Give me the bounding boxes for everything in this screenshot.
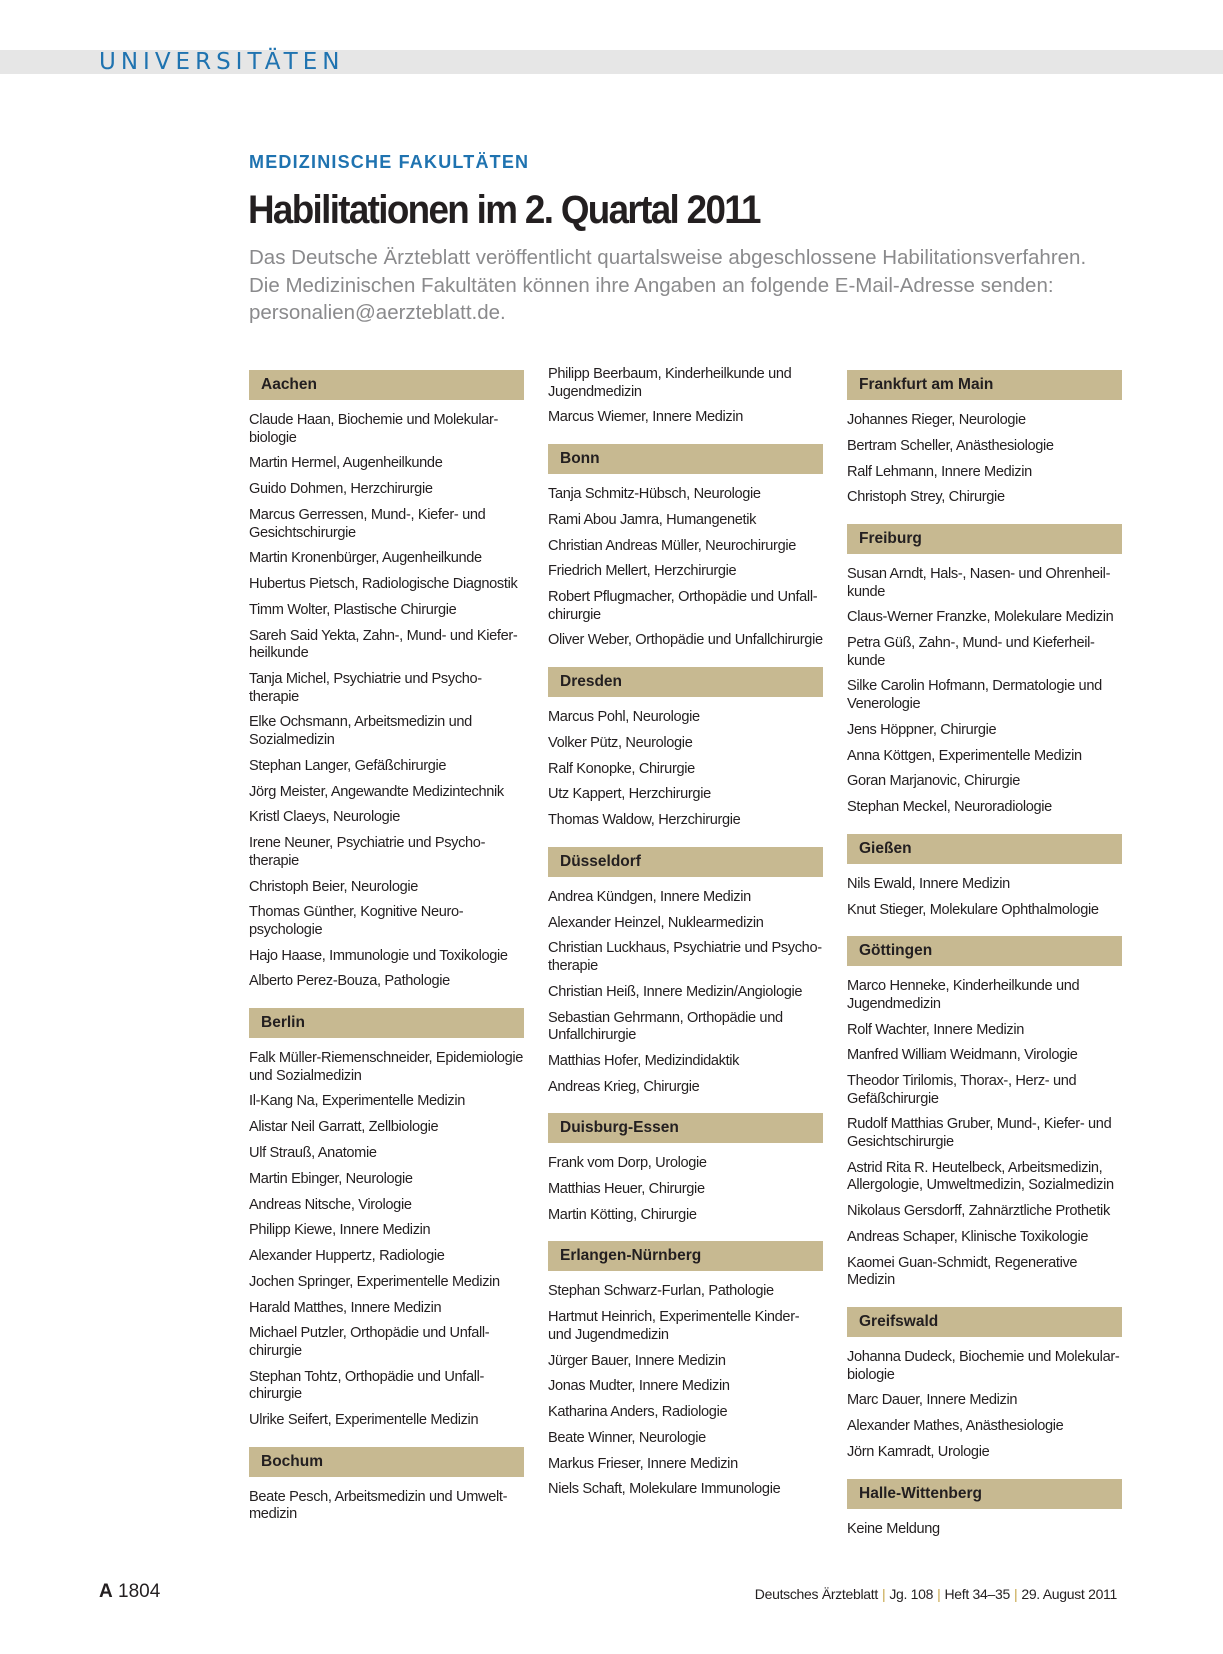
habilitation-entry: Thomas Günther, Kognitive Neuro- psychologie <box>249 904 464 938</box>
intro-text: Das Deutsche Ärzteblatt veröffentlicht quartalsweise abgeschlossene Habilitationsverfahren. Die Medizinischen Fakultäten können ihre Angaben an folgende E-Mail-Adresse senden: personalien@aerzteblatt.de. <box>249 246 1087 324</box>
journal-footer: Deutsches Ärzteblatt | Jg. 108 | Heft 34–35 | 29. August 2011 <box>754 1586 1117 1602</box>
habilitation-entry: Thomas Waldow, Herzchirurgie <box>548 812 741 829</box>
habilitation-entry: Michael Putzler, Orthopädie und Unfall- chirurgie <box>249 1325 490 1360</box>
habilitation-entry: Susan Arndt, Hals-, Nasen- und Ohrenheil- kunde <box>847 565 1111 600</box>
city-group <box>847 936 1122 1290</box>
journal-issue: Heft 34–35 <box>944 1586 1010 1602</box>
habilitation-entry: Kaomei Guan-Schmidt, Regenerative Medizin <box>847 1254 1078 1289</box>
city-heading: Erlangen-Nürnberg <box>548 1241 823 1271</box>
habilitation-entry: Ralf Lehmann, Innere Medizin <box>847 463 1032 480</box>
page-number: A 1804 <box>99 1581 161 1602</box>
city-heading: Greifswald <box>847 1307 1122 1337</box>
city-heading: Bonn <box>548 444 823 474</box>
habilitation-entry: Petra Güß, Zahn-, Mund- und Kieferheil- kunde <box>847 635 1095 669</box>
habilitation-entry: Elke Ochsmann, Arbeitsmedizin und Sozialmedizin <box>249 714 472 748</box>
habilitation-entry: Johanna Dudeck, Biochemie und Molekular- biologie <box>847 1348 1120 1383</box>
city-heading: Halle-Wittenberg <box>847 1479 1122 1509</box>
habilitation-entry: Guido Dohmen, Herzchirurgie <box>249 481 433 498</box>
habilitation-entry: Knut Stieger, Molekulare Ophthalmologie <box>847 901 1099 918</box>
habilitation-entry: Matthias Heuer, Chirurgie <box>548 1181 705 1198</box>
habilitation-entry: Christian Luckhaus, Psychiatrie und Psycho- therapie <box>548 940 822 974</box>
journal-volume: Jg. 108 <box>889 1586 934 1602</box>
habilitation-entry: Alexander Mathes, Anästhesiologie <box>847 1418 1064 1435</box>
habilitation-entry: Martin Kötting, Chirurgie <box>548 1206 697 1223</box>
city-group <box>548 1241 823 1499</box>
habilitation-entry: Philipp Kiewe, Innere Medizin <box>249 1222 431 1239</box>
habilitation-entry: Katharina Anders, Radiologie <box>548 1404 728 1421</box>
habilitation-entry: Claus-Werner Franzke, Molekulare Medizin <box>847 609 1114 626</box>
habilitation-entry: Stephan Meckel, Neuroradiologie <box>847 799 1052 816</box>
city-group <box>249 1447 524 1524</box>
habilitation-entry: Manfred William Weidmann, Virologie <box>847 1047 1078 1064</box>
habilitation-entry: Nils Ewald, Innere Medizin <box>847 875 1010 892</box>
city-heading: Dresden <box>548 667 823 697</box>
habilitation-entry: Harald Matthes, Innere Medizin <box>249 1299 442 1316</box>
habilitation-entry: Friedrich Mellert, Herzchirurgie <box>548 563 737 580</box>
journal-date: 29. August 2011 <box>1021 1586 1117 1602</box>
habilitation-entry: Keine Meldung <box>847 1520 940 1537</box>
habilitation-entry: Christoph Beier, Neurologie <box>249 878 419 895</box>
habilitation-entry: Ulf Strauß, Anatomie <box>249 1144 377 1161</box>
habilitation-entry: Stephan Schwarz-Furlan, Pathologie <box>548 1283 774 1300</box>
habilitation-entry: Astrid Rita R. Heutelbeck, Arbeitsmedizin, Allergologie, Umweltmedizin, Sozialmedizin <box>847 1159 1114 1194</box>
city-heading: Freiburg <box>847 524 1122 554</box>
habilitation-entry: Andreas Schaper, Klinische Toxikologie <box>847 1229 1089 1245</box>
habilitation-entry: Markus Frieser, Innere Medizin <box>548 1455 738 1472</box>
city-group <box>847 524 1122 817</box>
habilitation-entry: Martin Ebinger, Neurologie <box>249 1170 413 1187</box>
habilitation-entry: Matthias Hofer, Medizindidaktik <box>548 1052 740 1069</box>
city-group <box>847 834 1122 919</box>
column-2 <box>548 366 823 1507</box>
city-heading: Düsseldorf <box>548 847 823 877</box>
habilitation-entry: Marc Dauer, Innere Medizin <box>847 1392 1018 1409</box>
habilitation-entry: Andrea Kündgen, Innere Medizin <box>548 888 751 905</box>
habilitation-entry: Jens Höppner, Chirurgie <box>847 721 997 738</box>
habilitation-entry: Utz Kappert, Herzchirurgie <box>548 786 711 803</box>
habilitation-entry: Marcus Wiemer, Innere Medizin <box>548 409 744 426</box>
habilitation-entry: Jochen Springer, Experimentelle Medizin <box>249 1273 500 1290</box>
journal-name: Deutsches Ärzteblatt <box>754 1586 878 1602</box>
habilitation-entry: Andreas Krieg, Chirurgie <box>548 1078 700 1095</box>
habilitation-entry: Hajo Haase, Immunologie und Toxikologie <box>249 947 508 964</box>
habilitation-entry: Sebastian Gehrmann, Orthopädie und Unfallchirurgie <box>548 1009 783 1044</box>
habilitation-entry: Christian Heiß, Innere Medizin/Angiologie <box>548 983 803 1000</box>
habilitation-entry: Martin Kronenbürger, Augenheilkunde <box>249 550 482 567</box>
habilitation-entry: Beate Winner, Neurologie <box>548 1429 706 1446</box>
habilitation-entry: Marcus Gerressen, Mund-, Kiefer- und Gesichtschirurgie <box>249 506 486 541</box>
habilitation-entry: Beate Pesch, Arbeitsmedizin und Umwelt- medizin <box>249 1488 508 1523</box>
habilitation-entry: Ralf Konopke, Chirurgie <box>548 760 695 777</box>
city-heading: Gießen <box>847 834 1122 864</box>
habilitation-entry: Bertram Scheller, Anästhesiologie <box>847 437 1054 454</box>
city-group <box>548 366 823 427</box>
habilitation-entry: Nikolaus Gersdorff, Zahnärztliche Prothetik <box>847 1203 1110 1220</box>
city-group <box>249 1008 524 1430</box>
habilitation-entry: Rudolf Matthias Gruber, Mund-, Kiefer- und Gesichtschirurgie <box>847 1116 1112 1151</box>
column-1 <box>249 370 524 1532</box>
habilitation-entry: Christian Andreas Müller, Neurochirurgie <box>548 537 796 554</box>
habilitation-entry: Tanja Michel, Psychiatrie und Psycho- therapie <box>249 671 482 705</box>
habilitation-entry: Martin Hermel, Augenheilkunde <box>249 455 443 472</box>
habilitation-entry: Robert Pflugmacher, Orthopädie und Unfall- chirurgie <box>548 589 818 623</box>
city-group <box>548 667 823 830</box>
habilitation-entry: Timm Wolter, Plastische Chirurgie <box>249 601 457 618</box>
city-group <box>548 444 823 650</box>
habilitation-entry: Anna Köttgen, Experimentelle Medizin <box>847 747 1082 764</box>
habilitation-entry: Claude Haan, Biochemie und Molekular- biologie <box>249 412 499 446</box>
city-heading: Aachen <box>249 370 524 400</box>
habilitation-entry: Philipp Beerbaum, Kinderheilkunde und Jugendmedizin <box>548 366 792 400</box>
habilitation-entry: Rami Abou Jamra, Humangenetik <box>548 511 757 528</box>
habilitation-entry: Il-Kang Na, Experimentelle Medizin <box>249 1093 466 1110</box>
city-group <box>847 1307 1122 1462</box>
habilitation-entry: Jürger Bauer, Innere Medizin <box>548 1352 726 1369</box>
habilitation-entry: Irene Neuner, Psychiatrie und Psycho- therapie <box>249 835 486 869</box>
habilitation-entry: Oliver Weber, Orthopädie und Unfallchirurgie <box>548 632 823 649</box>
habilitation-entry: Frank vom Dorp, Urologie <box>548 1155 707 1172</box>
column-3 <box>847 370 1122 1546</box>
habilitation-entry: Falk Müller-Riemenschneider, Epidemiologie und Sozialmedizin <box>249 1050 524 1084</box>
habilitation-entry: Jörg Meister, Angewandte Medizintechnik <box>249 783 504 800</box>
habilitation-entry: Hubertus Pietsch, Radiologische Diagnostik <box>249 576 518 593</box>
page-title: Habilitationen im 2. Quartal 2011 <box>248 188 760 232</box>
habilitation-entry: Alexander Huppertz, Radiologie <box>249 1248 445 1265</box>
city-heading: Göttingen <box>847 936 1122 966</box>
city-group <box>548 847 823 1096</box>
kicker: MEDIZINISCHE FAKULTÄTEN <box>249 152 530 172</box>
habilitation-entry: Stephan Langer, Gefäßchirurgie <box>249 757 447 774</box>
habilitation-entry: Rolf Wachter, Innere Medizin <box>847 1021 1025 1038</box>
habilitation-entry: Stephan Tohtz, Orthopädie und Unfall- chirurgie <box>249 1368 485 1403</box>
habilitation-entry: Silke Carolin Hofmann, Dermatologie und Venerologie <box>847 678 1102 713</box>
habilitation-entry: Sareh Said Yekta, Zahn-, Mund- und Kiefer- heilkunde <box>249 627 518 662</box>
habilitation-entry: Alexander Heinzel, Nuklearmedizin <box>548 914 764 931</box>
habilitation-entry: Kristl Claeys, Neurologie <box>249 809 401 826</box>
habilitation-entry: Niels Schaft, Molekulare Immunologie <box>548 1481 781 1498</box>
city-group <box>847 370 1122 507</box>
city-group <box>249 370 524 991</box>
habilitation-entry: Goran Marjanovic, Chirurgie <box>847 773 1021 790</box>
habilitation-entry: Christoph Strey, Chirurgie <box>847 489 1005 506</box>
habilitation-entry: Volker Pütz, Neurologie <box>548 734 693 751</box>
city-heading: Bochum <box>249 1447 524 1477</box>
habilitation-entry: Hartmut Heinrich, Experimentelle Kinder- und Jugendmedizin <box>548 1309 800 1343</box>
city-heading: Frankfurt am Main <box>847 370 1122 400</box>
habilitation-entry: Andreas Nitsche, Virologie <box>249 1196 412 1213</box>
city-group <box>847 1479 1122 1539</box>
habilitation-entry: Jörn Kamradt, Urologie <box>847 1443 990 1460</box>
habilitation-entry: Ulrike Seifert, Experimentelle Medizin <box>249 1412 479 1429</box>
habilitation-entry: Alberto Perez-Bouza, Pathologie <box>249 973 450 990</box>
city-heading: Berlin <box>249 1008 524 1038</box>
habilitation-entry: Tanja Schmitz-Hübsch, Neurologie <box>548 485 761 502</box>
habilitation-entry: Jonas Mudter, Innere Medizin <box>548 1378 730 1395</box>
section-label: UNIVERSITÄTEN <box>99 49 345 75</box>
habilitation-entry: Alistar Neil Garratt, Zellbiologie <box>249 1119 439 1136</box>
city-heading: Duisburg-Essen <box>548 1113 823 1143</box>
city-group <box>548 1113 823 1224</box>
habilitation-entry: Theodor Tirilomis, Thorax-, Herz- und Gefäßchirurgie <box>847 1073 1077 1107</box>
habilitation-entry: Johannes Rieger, Neurologie <box>847 412 1026 428</box>
habilitation-entry: Marcus Pohl, Neurologie <box>548 709 700 726</box>
habilitation-entry: Marco Henneke, Kinderheilkunde und Jugendmedizin <box>847 978 1080 1012</box>
